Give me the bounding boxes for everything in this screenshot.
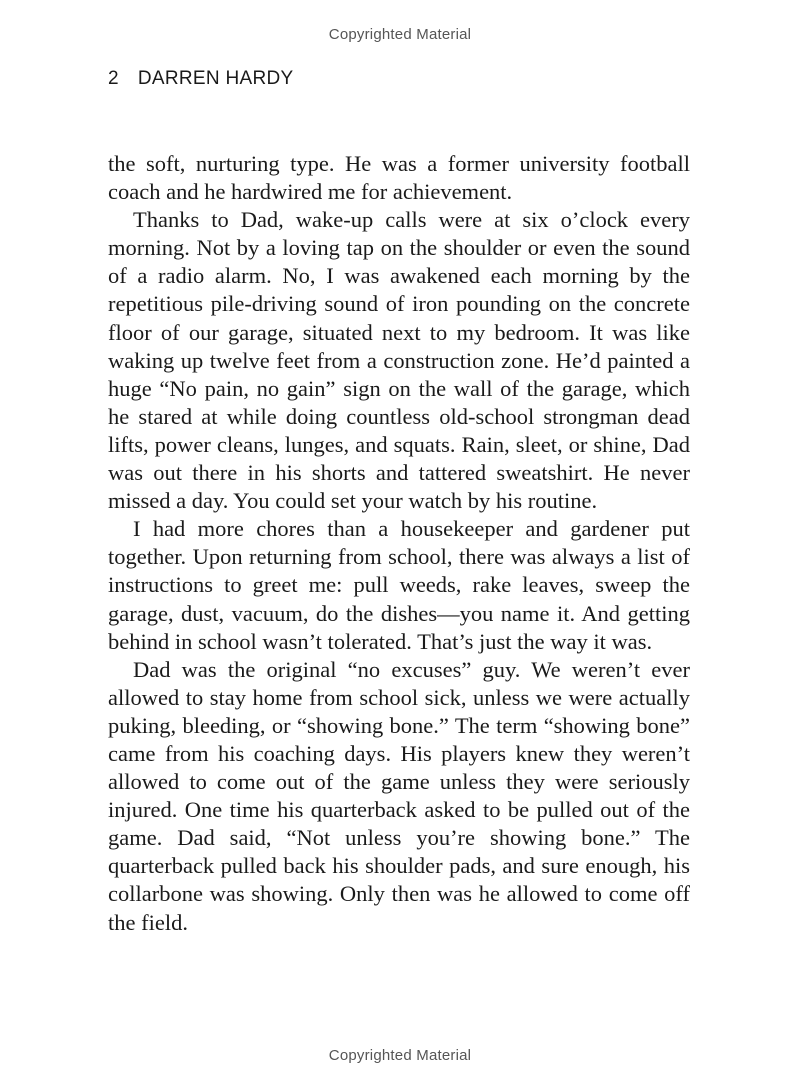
paragraph: Thanks to Dad, wake-up calls were at six o’clock every morning. Not by a loving tap on the shoulder or even the sound of a radio alarm. No, I was awakened each morning by the repetitious pile-driving sound of iron pounding on the concrete floor of our garage, situated next to my bedroom. It was like waking up twelve feet from a construction zone. He’d painted a huge “No pain, no gain” sign on the wall of the garage, which he stared at while doing countless old-school strongman dead lifts, power cleans, lunges, and squats. Rain, sleet, or shine, Dad was out there in his shorts and tattered sweatshirt. He never missed a day. You could set your watch by his routine. <box>108 207 690 514</box>
copyright-watermark-bottom: Copyrighted Material <box>328 1047 472 1064</box>
paragraph-continued: the soft, nurturing type. He was a former university football coach and he hardwired me for achievement. <box>108 151 690 205</box>
copyright-watermark-top: Copyrighted Material <box>328 26 472 43</box>
paragraph: Dad was the original “no excuses” guy. We weren’t ever allowed to stay home from school sick, unless we were actually puking, bleeding, or “showing bone.” The term “showing bone” came from his coaching days. His players knew they weren’t allowed to come out of the game unless they were seriously injured. One time his quarterback asked to be pulled out of the game. Dad said, “Not unless you’re showing bone.” The quarterback pulled back his shoulder pads, and sure enough, his collarbone was showing. Only then was he allowed to come off the field. <box>108 656 690 935</box>
running-header <box>108 68 293 90</box>
author-name: DARREN HARDY <box>137 68 294 89</box>
body-text <box>108 150 690 937</box>
paragraph: I had more chores than a housekeeper and gardener put together. Upon returning from school, there was always a list of instructions to greet me: pull weeds, rake leaves, sweep the garage, dust, vacuum, do the dishes—you name it. And getting behind in school wasn’t tolerated. That’s just the way it was. <box>108 516 690 654</box>
page-number: 2 <box>108 68 119 89</box>
